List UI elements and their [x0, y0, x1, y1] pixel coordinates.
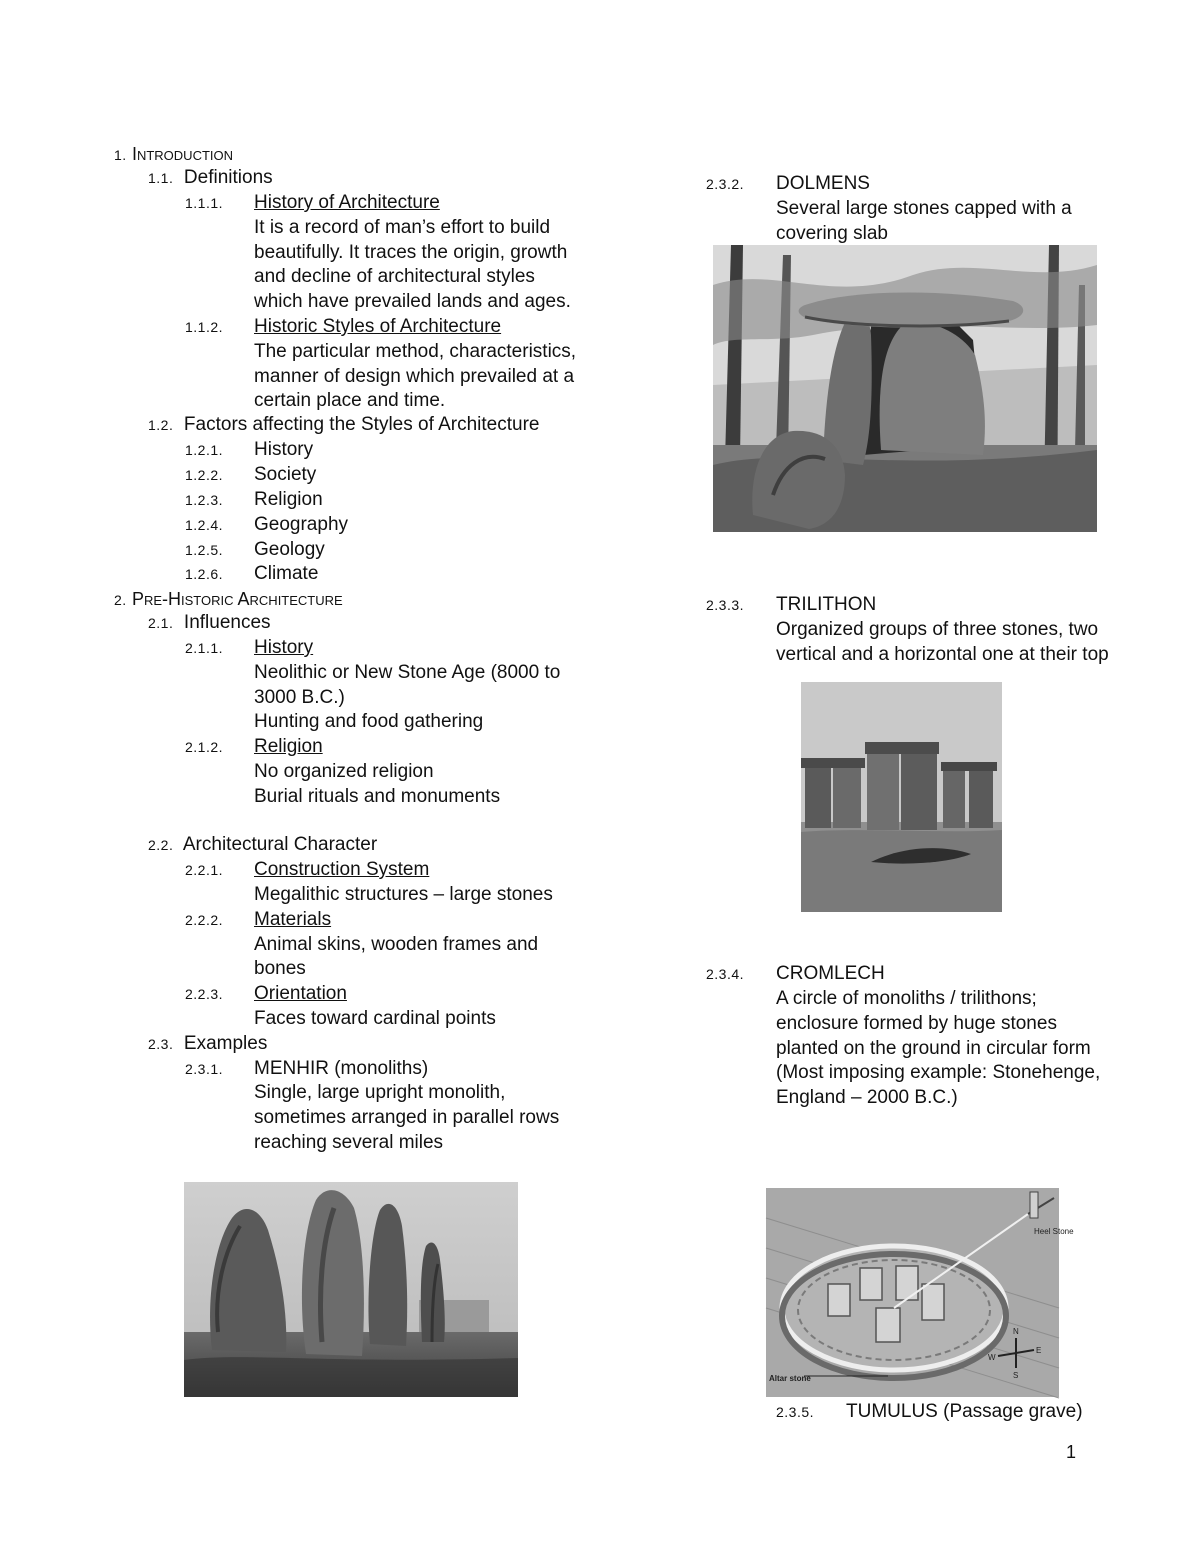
body-line: Several large stones capped with a [776, 198, 1072, 219]
section-2-1-1-number: 2.1.1. [185, 640, 224, 656]
section-1-2-heading: 1.2. Factors affecting the Styles of Architecture [148, 414, 540, 435]
section-2-heading: 2. Pre-Historic Architecture [114, 589, 343, 609]
body-line: reaching several miles [254, 1132, 444, 1153]
menhir-photo [184, 1182, 518, 1397]
section-2-3-4-title: CROMLECH [776, 963, 885, 984]
page-number: 1 [1066, 1442, 1077, 1462]
section-2-3-heading: 2.3. Examples [148, 1033, 268, 1054]
body-line: Organized groups of three stones, two [776, 619, 1099, 640]
heel-stone-label: Heel Stone [1034, 1227, 1074, 1236]
section-2-1-1-title: History [254, 637, 314, 658]
section-1-1-1-title: History of Architecture [254, 192, 440, 213]
section-1-1-2-title: Historic Styles of Architecture [254, 316, 502, 337]
body-line: covering slab [776, 223, 888, 244]
section-2-2-3-title: Orientation [254, 983, 347, 1004]
factor-geology: Geology [254, 539, 325, 560]
section-2-3-3-number: 2.3.3. [706, 597, 745, 613]
compass-e: E [1036, 1346, 1042, 1355]
trilithon-photo [801, 682, 1002, 912]
body-line: 3000 B.C.) [254, 687, 345, 708]
factor-number: 1.2.2. [185, 467, 224, 483]
body-line: planted on the ground in circular form [776, 1038, 1091, 1059]
section-2-1-heading: 2.1. Influences [148, 612, 271, 633]
compass-s: S [1013, 1371, 1019, 1380]
section-2-2-1-number: 2.2.1. [185, 862, 224, 878]
body-line: vertical and a horizontal one at their top [776, 644, 1109, 665]
dolmen-photo [713, 245, 1097, 532]
section-2-3-5-number: 2.3.5. [776, 1404, 815, 1420]
factor-religion: Religion [254, 489, 323, 510]
stonehenge-diagram [766, 1188, 1074, 1397]
body-line: Faces toward cardinal points [254, 1008, 496, 1029]
body-line: The particular method, characteristics, [254, 341, 577, 362]
body-line: beautifully. It traces the origin, growth [254, 242, 568, 263]
compass-w: W [988, 1353, 996, 1362]
body-line: Animal skins, wooden frames and [254, 934, 539, 955]
section-2-2-1-title: Construction System [254, 859, 430, 880]
section-2-3-2-title: DOLMENS [776, 173, 870, 194]
factor-number: 1.2.5. [185, 542, 224, 558]
factor-number: 1.2.6. [185, 566, 224, 582]
body-line: Single, large upright monolith, [254, 1082, 506, 1103]
section-2-1-2-title: Religion [254, 736, 323, 757]
body-line: sometimes arranged in parallel rows [254, 1107, 560, 1128]
body-line: (Most imposing example: Stonehenge, [776, 1062, 1101, 1083]
factor-number: 1.2.3. [185, 492, 224, 508]
compass-n: N [1013, 1327, 1019, 1336]
section-2-3-1-number: 2.3.1. [185, 1061, 224, 1077]
section-1-1-2-number: 1.1.2. [185, 319, 224, 335]
body-line: A circle of monoliths / trilithons; [776, 988, 1037, 1009]
body-line: Megalithic structures – large stones [254, 884, 553, 905]
section-2-3-2-number: 2.3.2. [706, 176, 745, 192]
section-1-1-1-number: 1.1.1. [185, 195, 224, 211]
body-line: Burial rituals and monuments [254, 786, 501, 807]
section-2-1-2-number: 2.1.2. [185, 739, 224, 755]
body-line: manner of design which prevailed at a [254, 366, 575, 387]
body-line: Hunting and food gathering [254, 711, 484, 732]
body-line: certain place and time. [254, 390, 446, 411]
section-2-2-2-number: 2.2.2. [185, 912, 224, 928]
section-2-2-2-title: Materials [254, 909, 332, 930]
factor-geography: Geography [254, 514, 349, 535]
body-line: enclosure formed by huge stones [776, 1013, 1057, 1034]
section-2-2-3-number: 2.2.3. [185, 986, 224, 1002]
factor-society: Society [254, 464, 317, 485]
section-1-1-heading: 1.1. Definitions [148, 167, 273, 188]
body-line: No organized religion [254, 761, 434, 782]
body-line: Neolithic or New Stone Age (8000 to [254, 662, 561, 683]
section-2-2-heading: 2.2. Architectural Character [148, 834, 378, 855]
factor-number: 1.2.4. [185, 517, 224, 533]
body-line: England – 2000 B.C.) [776, 1087, 958, 1108]
body-line: It is a record of man’s effort to build [254, 217, 551, 238]
factor-history: History [254, 439, 314, 460]
body-line: which have prevailed lands and ages. [254, 291, 571, 312]
factor-number: 1.2.1. [185, 442, 224, 458]
section-1-heading: 1. Introduction [114, 144, 234, 164]
body-line: bones [254, 958, 306, 979]
section-2-3-5-title: TUMULUS (Passage grave) [846, 1401, 1083, 1422]
section-2-3-3-title: TRILITHON [776, 594, 877, 615]
section-2-3-1-title: MENHIR (monoliths) [254, 1058, 429, 1079]
altar-stone-label: Altar stone [769, 1374, 811, 1383]
body-line: and decline of architectural styles [254, 266, 535, 287]
factor-climate: Climate [254, 563, 319, 584]
section-2-3-4-number: 2.3.4. [706, 966, 745, 982]
